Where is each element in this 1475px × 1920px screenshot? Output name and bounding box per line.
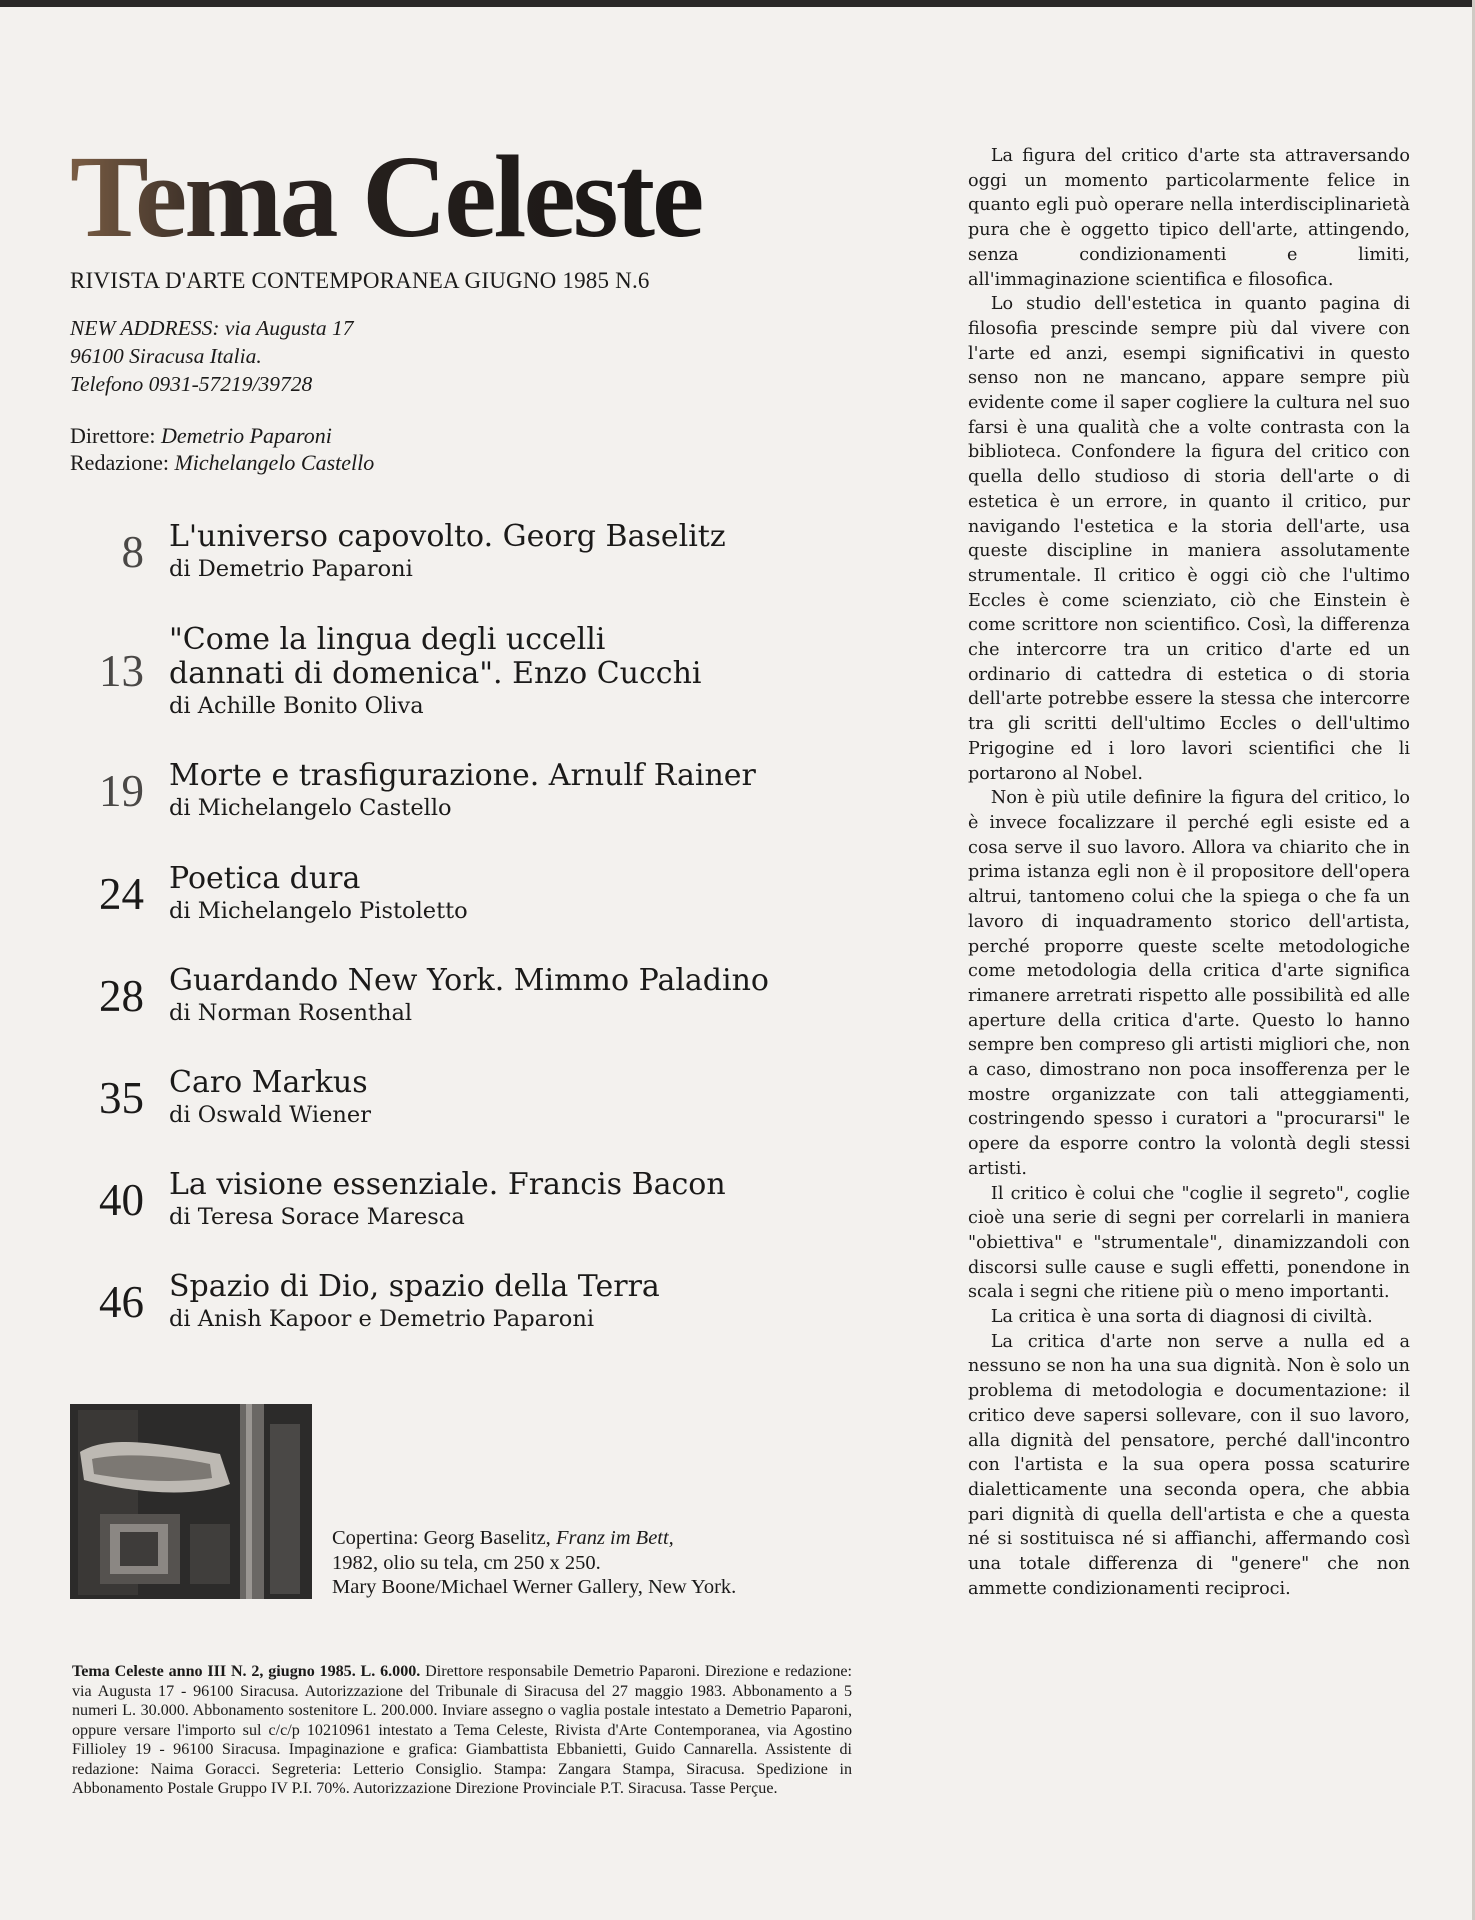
toc-author: di Demetrio Paparoni xyxy=(169,556,413,582)
staff-role: Direttore: xyxy=(70,423,156,448)
toc-title: L'universo capovolto. Georg Baselitz xyxy=(169,519,726,554)
toc-entry[interactable] xyxy=(64,1066,844,1168)
toc-title-block xyxy=(169,964,769,1028)
cover-caption xyxy=(332,1526,852,1600)
colophon-body: Direttore responsabile Demetrio Paparoni. Direzione e redazione: via Augusta 17 - 96100 Siracusa. Autorizzazione del Tribunale di Siracusa del 27 maggio 1983. Abbonamento a 5 numeri L. 30.000. Abbonamento sostenitore L. 200.000. Inviare assegno o vaglia postale intestato a Demetrio Paparoni, oppure versare l'importo sul c/c/p 10210961 intestato a Tema Celeste, Rivista d'Arte Contemporanea, via Agostino Fillioley 19 - 96100 Siracusa. Impaginazione e grafica: Giambattista Ebbanietti, Guido Cannarella. Assistente di redazione: Naima Goracci. Segreteria: Letterio Consiglio. Stampa: Zangara Stampa, Siracusa. Spedizione in Abbonamento Postale Gruppo IV P.I. 70%. Autorizzazione Direzione Provinciale P.T. Siracusa. Tasse Perçue. xyxy=(72,1663,852,1797)
address-block xyxy=(70,314,810,398)
staff-name: Demetrio Paparoni xyxy=(161,423,332,448)
toc-page-number: 28 xyxy=(99,971,144,1021)
editorial-paragraph: La critica d'arte non serve a nulla ed a nessuno se non ha una sua dignità. Non è solo un problema di metodologia e documentazione: il critico deve sapersi sollevare, con il suo lavoro, alla dignità del pensatore, perché dall'incontro con l'artista e la sua opera possa scaturire dialetticamente una seconda opera, che abbia pari dignità di quella dell'artista e che a questa né si sostituisca né si affianchi, affermando così una totale differenza di "genere" che non ammette condizionamenti reciproci. xyxy=(968,1331,1410,1599)
toc-title-block xyxy=(169,759,756,823)
toc-title: Caro Markus xyxy=(169,1065,368,1100)
toc-entry[interactable] xyxy=(64,964,844,1066)
toc-author: di Michelangelo Pistoletto xyxy=(169,898,468,924)
staff-name: Michelangelo Castello xyxy=(174,450,375,475)
magazine-subtitle: RIVISTA D'ARTE CONTEMPORANEA GIUGNO 1985 N.6 xyxy=(70,268,650,293)
toc-entry[interactable] xyxy=(64,520,844,623)
address-line: Telefono 0931-57219/39728 xyxy=(70,372,313,396)
toc-page-number: 13 xyxy=(99,646,144,696)
table-of-contents xyxy=(64,520,844,1372)
toc-author: di Michelangelo Castello xyxy=(169,795,452,821)
toc-entry[interactable] xyxy=(64,862,844,964)
toc-title-block xyxy=(169,862,468,926)
toc-title-block xyxy=(169,1270,660,1334)
caption-line: Mary Boone/Michael Werner Gallery, New York. xyxy=(332,1576,737,1598)
toc-title: La visione essenziale. Francis Bacon xyxy=(169,1167,726,1202)
toc-author: di Norman Rosenthal xyxy=(169,1000,413,1026)
toc-author: di Achille Bonito Oliva xyxy=(169,693,424,719)
toc-title-block xyxy=(169,1066,371,1130)
editorial-paragraph: La critica è una sorta di diagnosi di civiltà. xyxy=(990,1307,1373,1328)
page-top-edge xyxy=(0,0,1475,7)
toc-title-block xyxy=(169,520,726,584)
editorial-paragraph: Il critico è colui che "coglie il segreto", coglie cioè una serie di segni per correlarli in maniera "obiettiva" e "strumentale", dinamizzandoli con discorsi sulle cause e sugli effetti, ponendone in scala i segni che ritiene più o meno importanti. xyxy=(968,1183,1410,1303)
toc-entry[interactable] xyxy=(64,1168,844,1270)
toc-title: "Come la lingua degli uccelli xyxy=(169,622,606,657)
cover-painting-thumbnail xyxy=(70,1404,312,1599)
toc-title: Spazio di Dio, spazio della Terra xyxy=(169,1269,660,1304)
toc-entry[interactable] xyxy=(64,1270,844,1372)
magazine-logo: Tema Celeste xyxy=(70,138,810,256)
toc-title-block xyxy=(169,1168,726,1232)
address-line: 96100 Siracusa Italia. xyxy=(70,344,262,368)
toc-title: Guardando New York. Mimmo Paladino xyxy=(169,963,769,998)
toc-title-block xyxy=(169,623,702,721)
toc-page-number: 24 xyxy=(99,869,144,919)
staff-line-editor xyxy=(70,449,810,476)
caption-label: Copertina: Georg Baselitz, xyxy=(332,1527,556,1549)
toc-title: dannati di domenica". Enzo Cucchi xyxy=(169,656,702,691)
caption-line xyxy=(332,1526,852,1551)
masthead xyxy=(70,131,810,476)
staff-role: Redazione: xyxy=(70,450,169,475)
toc-author: di Oswald Wiener xyxy=(169,1102,371,1128)
toc-title: Poetica dura xyxy=(169,861,361,896)
editorial-paragraph: Lo studio dell'estetica in quanto pagina di filosofia prescinde sempre più dal vivere con l'arte ed anzi, esempi significativi in questo senso non ne mancano, appare sempre più evidente come il saper cogliere la cultura nel suo farsi è una qualità che a volte contrasta con la biblioteca. Confondere la figura del critico con quella dello studioso di storia dell'arte o di estetica è un errore, in quanto il critico, pur navigando l'estetica e la storia dell'arte, usa queste discipline in maniera assolutamente strumentale. Il critico è oggi ciò che l'ultimo Eccles è come scienziato, ciò che Einstein è come scrittore non scientifico. Così, la differenza che intercorre tra un critico d'arte ed un ordinario di cattedra di estetica o di storia dell'arte potrebbe essere la stessa che intercorre tra gli scritti dell'ultimo Eccles o dell'ultimo Prigogine ed i loro lavori scientifici che li portarono al Nobel. xyxy=(968,294,1410,784)
editorial-paragraph: Non è più utile definire la figura del critico, lo è invece focalizzare il perché egli esiste ed a cosa serve il suo lavoro. Allora va chiarito che in prima istanza egli non è il propositore dell'opera altrui, tantomeno colui che la spiega o che fa un lavoro di inquadramento storico dell'artista, perché proporre queste scelte metodologiche come metodologia della critica d'arte significa rimanere arretrati rispetto alle possibilità ed alle aperture della critica d'arte. Questo lo hanno sempre ben compreso gli artisti migliori che, non a caso, dimostrano non poca insofferenza per le mostre organizzate con tali atteggiamenti, costringendo spesso i curatori a "procurarsi" le opere da esporre contro la volontà degli stessi artisti. xyxy=(968,788,1410,1179)
toc-page-number: 46 xyxy=(99,1277,144,1327)
cover-image xyxy=(70,1404,312,1599)
toc-entry[interactable] xyxy=(64,759,844,862)
editorial-column xyxy=(968,144,1410,1601)
address-line: NEW ADDRESS: via Augusta 17 xyxy=(70,316,354,340)
staff-block xyxy=(70,422,810,476)
colophon-lead: Tema Celeste anno III N. 2, giugno 1985. L. 6.000. xyxy=(72,1663,421,1680)
toc-author: di Anish Kapoor e Demetrio Paparoni xyxy=(169,1306,595,1332)
toc-page-number: 8 xyxy=(121,527,144,577)
toc-title: Morte e trasfigurazione. Arnulf Rainer xyxy=(169,758,756,793)
toc-author: di Teresa Sorace Maresca xyxy=(169,1204,465,1230)
toc-entry[interactable] xyxy=(64,623,844,759)
colophon xyxy=(72,1662,852,1799)
caption-work-title: Franz im Bett, xyxy=(555,1527,674,1549)
toc-page-number: 19 xyxy=(99,766,144,816)
staff-line-director xyxy=(70,422,810,449)
caption-line: 1982, olio su tela, cm 250 x 250. xyxy=(332,1551,601,1574)
editorial-paragraph: La figura del critico d'arte sta attraversando oggi un momento particolarmente felice in quanto egli può operare nella interdisciplinarietà pura che è oggetto tipico dell'arte, attingendo, senza condizionamenti e limiti, all'immaginazione scientifica e filosofica. xyxy=(968,146,1410,290)
toc-page-number: 35 xyxy=(99,1073,144,1123)
toc-page-number: 40 xyxy=(99,1175,144,1225)
